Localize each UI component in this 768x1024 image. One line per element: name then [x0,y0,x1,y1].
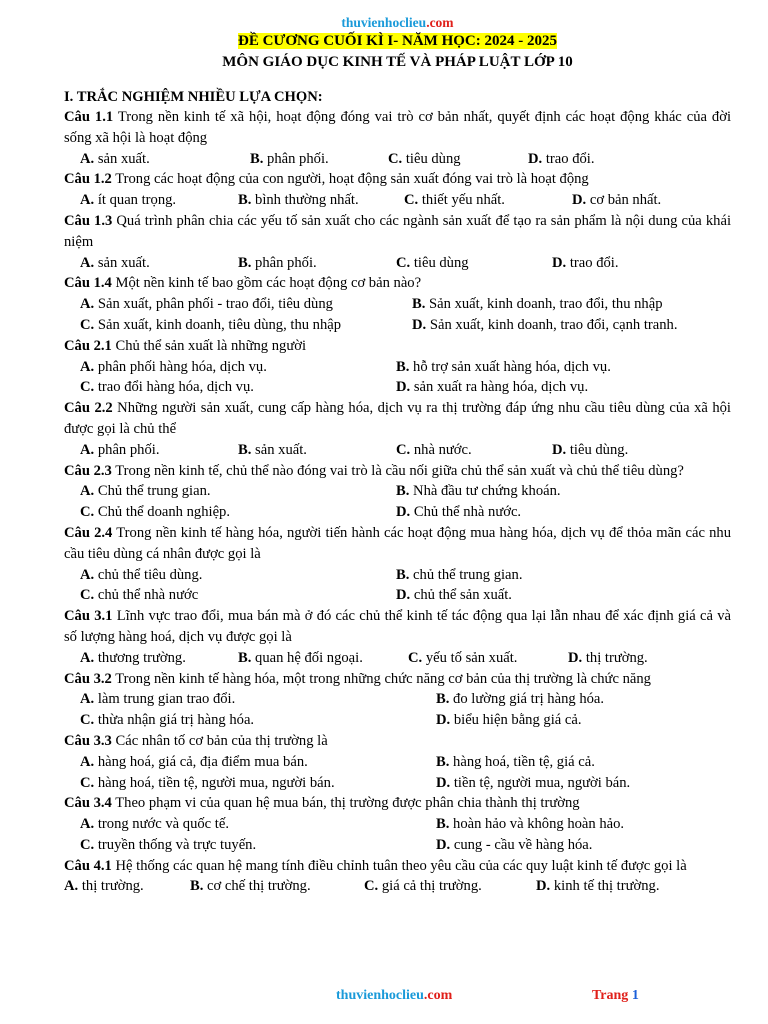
question-number: Câu 1.2 [64,171,112,188]
question-stem [64,273,731,294]
answer-row [64,648,731,669]
option-letter: B. [238,254,252,271]
footer-site: thuvienhoclieu.com [336,988,453,1003]
answer-option [80,648,186,669]
answer-option [80,357,267,378]
option-text: trao đổi. [566,254,619,271]
option-letter: A. [80,441,95,458]
option-text: biểu hiện bằng giá cả. [450,712,582,729]
option-text: giá cả thị trường. [378,878,482,895]
question-stem [64,669,731,690]
option-letter: B. [190,878,204,895]
option-text: hàng hoá, tiền tệ, người mua, người bán. [94,774,335,791]
option-letter: A. [80,649,95,666]
answer-option [190,876,311,897]
option-text: chủ thể sản xuất. [410,587,512,604]
answer-option [396,357,611,378]
answer-row [64,149,731,170]
answer-row [64,585,731,606]
answer-option [80,315,341,336]
option-letter: D. [568,649,583,666]
question-number: Câu 1.1 [64,109,114,125]
answer-option [396,585,512,606]
site-header [64,14,731,32]
answer-option [80,752,308,773]
option-letter: C. [80,316,95,333]
option-text: sản xuất. [94,150,150,167]
option-text: phân phối hàng hóa, dịch vụ. [94,358,267,375]
option-letter: C. [80,587,95,604]
answer-option [80,835,256,856]
option-letter: A. [80,254,95,271]
option-letter: A. [64,878,79,895]
option-letter: C. [396,254,411,271]
answer-option [436,814,624,835]
option-letter: A. [80,566,95,583]
option-text: sản xuất. [251,441,307,458]
option-text: tiền tệ, người mua, người bán. [450,774,631,791]
exam-title: ĐỀ CƯƠNG CUỐI KÌ I- NĂM HỌC: 2024 - 2025 [237,33,557,49]
answer-option [396,565,522,586]
answer-option [408,648,517,669]
option-text: thị trường. [582,649,648,666]
answer-option [568,648,648,669]
answer-option [250,149,329,170]
question-number: Câu 2.2 [64,400,113,417]
option-letter: D. [412,316,427,333]
option-letter: D. [396,587,411,604]
option-text: cung - cầu về hàng hóa. [450,836,593,853]
option-text: đo lường giá trị hàng hóa. [449,691,605,708]
option-letter: A. [80,192,95,209]
option-letter: B. [238,441,252,458]
answer-row [64,752,731,773]
answer-option [572,190,661,211]
answer-row [64,440,731,461]
answer-option [80,689,235,710]
option-text: chủ thể tiêu dùng. [94,566,203,583]
option-text: Chủ thể doanh nghiệp. [94,504,230,521]
question-number: Câu 4.1 [64,857,112,874]
question-text: Theo phạm vi của quan hệ mua bán, thị trường được phân chia thành thị trường [111,795,580,812]
option-text: hàng hoá, giá cả, địa điểm mua bán. [94,753,308,770]
question-text: Trong nền kinh tế xã hội, hoạt động đóng vai trò cơ bản nhất, quyết định các hoạt động khác của đời sống xã hội là hoạt động [64,109,731,146]
option-text: thừa nhận giá trị hàng hóa. [94,712,255,729]
answer-row [64,357,731,378]
option-letter: C. [80,836,95,853]
question-stem [64,606,731,648]
answer-row [64,253,731,274]
answer-option [80,294,333,315]
answer-option [80,814,229,835]
question-text: Một nền kinh tế bao gồm các hoạt động cơ bản nào? [111,275,422,292]
answer-option [396,377,588,398]
option-letter: B. [412,296,426,313]
subject-title: MÔN GIÁO DỤC KINH TẾ VÀ PHÁP LUẬT LỚP 10 [222,54,573,70]
option-letter: C. [80,379,95,396]
section-title: I. TRẮC NGHIỆM NHIỀU LỰA CHỌN: [64,89,323,105]
option-letter: B. [436,816,450,833]
page-footer [0,988,768,1008]
answer-option [396,440,472,461]
page-number: Trang 1 [592,988,639,1003]
answer-option [80,149,150,170]
question-text: Trong các hoạt động của con người, hoạt động sản xuất đóng vai trò là hoạt động [111,171,589,188]
option-text: trao đổi hàng hóa, dịch vụ. [94,379,254,396]
answer-option [80,253,150,274]
option-text: tiêu dùng. [566,441,629,458]
question-text: Những người sản xuất, cung cấp hàng hóa, dịch vụ ra thị trường đáp ứng nhu cầu tiêu dùng của xã hội được gọi là chủ thể [64,400,731,437]
answer-option [436,773,630,794]
option-text: kinh tế thị trường. [550,878,660,895]
question-stem [64,107,731,149]
answer-option [238,440,307,461]
question-stem [64,793,731,814]
question-stem [64,211,731,253]
answer-row [64,814,731,835]
option-text: truyền thống và trực tuyến. [94,836,257,853]
answer-option [388,149,461,170]
document-page [64,14,731,897]
option-letter: B. [396,358,410,375]
answer-row [64,710,731,731]
option-text: cơ chế thị trường. [203,878,311,895]
answer-option [536,876,659,897]
answer-row [64,481,731,502]
answer-row [64,315,731,336]
question-number: Câu 2.3 [64,462,112,479]
option-letter: A. [80,753,95,770]
question-text: Các nhân tố cơ bản của thị trường là [111,732,328,749]
question-stem [64,856,731,877]
question-number: Câu 2.4 [64,524,113,541]
option-letter: C. [80,504,95,521]
answer-option [80,190,176,211]
question-text: Lĩnh vực trao đổi, mua bán mà ở đó các chủ thể kinh tế tác động qua lại lẫn nhau để xác định giá cả và số lượng hàng hoá, dịch vụ được gọi là [64,608,731,645]
answer-option [238,253,317,274]
question-text: Quá trình phân chia các yếu tố sản xuất cho các ngành sản xuất để tạo ra sản phẩm là nội dung của khái niệm [64,212,731,250]
answer-row [64,294,731,315]
option-text: cơ bản nhất. [586,192,662,209]
answer-option [528,149,595,170]
answer-row [64,773,731,794]
option-text: phân phối. [263,150,329,167]
answer-option [412,315,677,336]
option-letter: D. [552,441,567,458]
option-letter: B. [396,483,410,500]
answer-option [396,502,521,523]
question-stem [64,336,731,357]
option-letter: D. [396,379,411,396]
answer-option [64,876,144,897]
question-number: Câu 3.1 [64,608,113,625]
answer-option [80,481,211,502]
option-text: chủ thể trung gian. [409,566,523,583]
option-letter: B. [238,192,252,209]
option-letter: B. [396,566,410,583]
option-text: tiêu dùng [402,150,461,167]
option-letter: C. [408,649,423,666]
answer-row [64,190,731,211]
option-letter: C. [80,712,95,729]
option-text: Sản xuất, phân phối - trao đổi, tiêu dùng [94,296,333,313]
option-text: chủ thể nhà nước [94,587,199,604]
question-text: Chủ thể sản xuất là những người [111,337,307,354]
answer-option [80,773,335,794]
option-text: Sản xuất, kinh doanh, trao đổi, cạnh tranh. [426,316,678,333]
question-number: Câu 1.3 [64,212,113,229]
question-text: Trong nền kinh tế, chủ thể nào đóng vai trò là cầu nối giữa chủ thể sản xuất và chủ thể tiêu dùng? [111,462,684,479]
option-text: Sản xuất, kinh doanh, tiêu dùng, thu nhập [94,316,342,333]
question-list [64,107,731,897]
option-letter: A. [80,296,95,313]
site-domain: .com [426,15,454,30]
answer-row [64,502,731,523]
option-letter: C. [80,774,95,791]
option-text: hỗ trợ sản xuất hàng hóa, dịch vụ. [409,358,611,375]
question-stem [64,523,731,565]
site-name: thuvienhoclieu [341,15,427,30]
answer-row [64,835,731,856]
question-number: Câu 3.2 [64,670,112,687]
option-letter: D. [436,712,451,729]
option-letter: A. [80,358,95,375]
option-letter: D. [572,192,587,209]
answer-option [238,190,359,211]
option-letter: B. [238,649,252,666]
option-text: làm trung gian trao đổi. [94,691,236,708]
answer-option [80,377,254,398]
answer-option [436,752,595,773]
answer-row [64,876,731,897]
option-letter: D. [536,878,551,895]
answer-option [436,710,582,731]
option-text: yếu tố sản xuất. [422,649,518,666]
question-stem [64,731,731,752]
answer-option [396,481,561,502]
option-text: thương trường. [94,649,186,666]
answer-option [396,253,469,274]
option-letter: D. [436,774,451,791]
answer-option [412,294,663,315]
option-text: sản xuất. [94,254,150,271]
answer-option [552,253,619,274]
option-text: bình thường nhất. [251,192,359,209]
question-stem [64,461,731,482]
answer-option [404,190,505,211]
option-letter: D. [552,254,567,271]
option-letter: A. [80,691,95,708]
answer-option [80,565,202,586]
option-text: ít quan trọng. [94,192,177,209]
answer-option [238,648,363,669]
option-text: sản xuất ra hàng hóa, dịch vụ. [410,379,589,396]
option-letter: C. [396,441,411,458]
option-text: nhà nước. [410,441,472,458]
question-stem [64,169,731,190]
answer-option [552,440,628,461]
option-letter: B. [436,691,450,708]
option-text: tiêu dùng [410,254,469,271]
option-text: Sản xuất, kinh doanh, trao đổi, thu nhập [425,296,663,313]
option-text: hàng hoá, tiền tệ, giá cả. [449,753,595,770]
question-text: Trong nền kinh tế hàng hóa, một trong những chức năng cơ bản của thị trường là chức năng [111,670,651,687]
option-text: Nhà đầu tư chứng khoán. [409,483,561,500]
option-letter: C. [364,878,379,895]
answer-option [436,689,604,710]
option-text: Chủ thể nhà nước. [410,504,522,521]
option-letter: B. [436,753,450,770]
answer-option [80,710,254,731]
question-stem [64,398,731,440]
option-text: Chủ thể trung gian. [94,483,211,500]
option-letter: B. [250,150,264,167]
question-text: Hệ thống các quan hệ mang tính điều chỉnh tuân theo yêu cầu của các quy luật kinh tế được gọi là [111,857,687,874]
option-letter: A. [80,483,95,500]
option-letter: A. [80,150,95,167]
option-letter: A. [80,816,95,833]
answer-option [80,502,230,523]
option-letter: D. [528,150,543,167]
option-letter: C. [388,150,403,167]
question-text: Trong nền kinh tế hàng hóa, người tiến hành các hoạt động mua hàng hóa, dịch vụ để thỏa mãn các nhu cầu tiêu dùng cá nhân được gọi là [64,524,732,562]
option-letter: D. [436,836,451,853]
question-number: Câu 2.1 [64,337,112,354]
option-text: phân phối. [94,441,160,458]
answer-row [64,377,731,398]
answer-option [436,835,592,856]
option-text: thị trường. [78,878,144,895]
option-text: thiết yếu nhất. [418,192,505,209]
option-text: trao đổi. [542,150,595,167]
question-number: Câu 1.4 [64,275,112,292]
option-letter: C. [404,192,419,209]
answer-option [364,876,482,897]
answer-option [80,585,198,606]
answer-option [80,440,159,461]
option-text: phân phối. [251,254,317,271]
answer-row [64,565,731,586]
option-text: quan hệ đối ngoại. [251,649,363,666]
question-number: Câu 3.3 [64,732,112,749]
option-letter: D. [396,504,411,521]
option-text: hoàn hảo và không hoàn hảo. [449,816,625,833]
question-number: Câu 3.4 [64,795,112,812]
option-text: trong nước và quốc tế. [94,816,229,833]
answer-row [64,689,731,710]
